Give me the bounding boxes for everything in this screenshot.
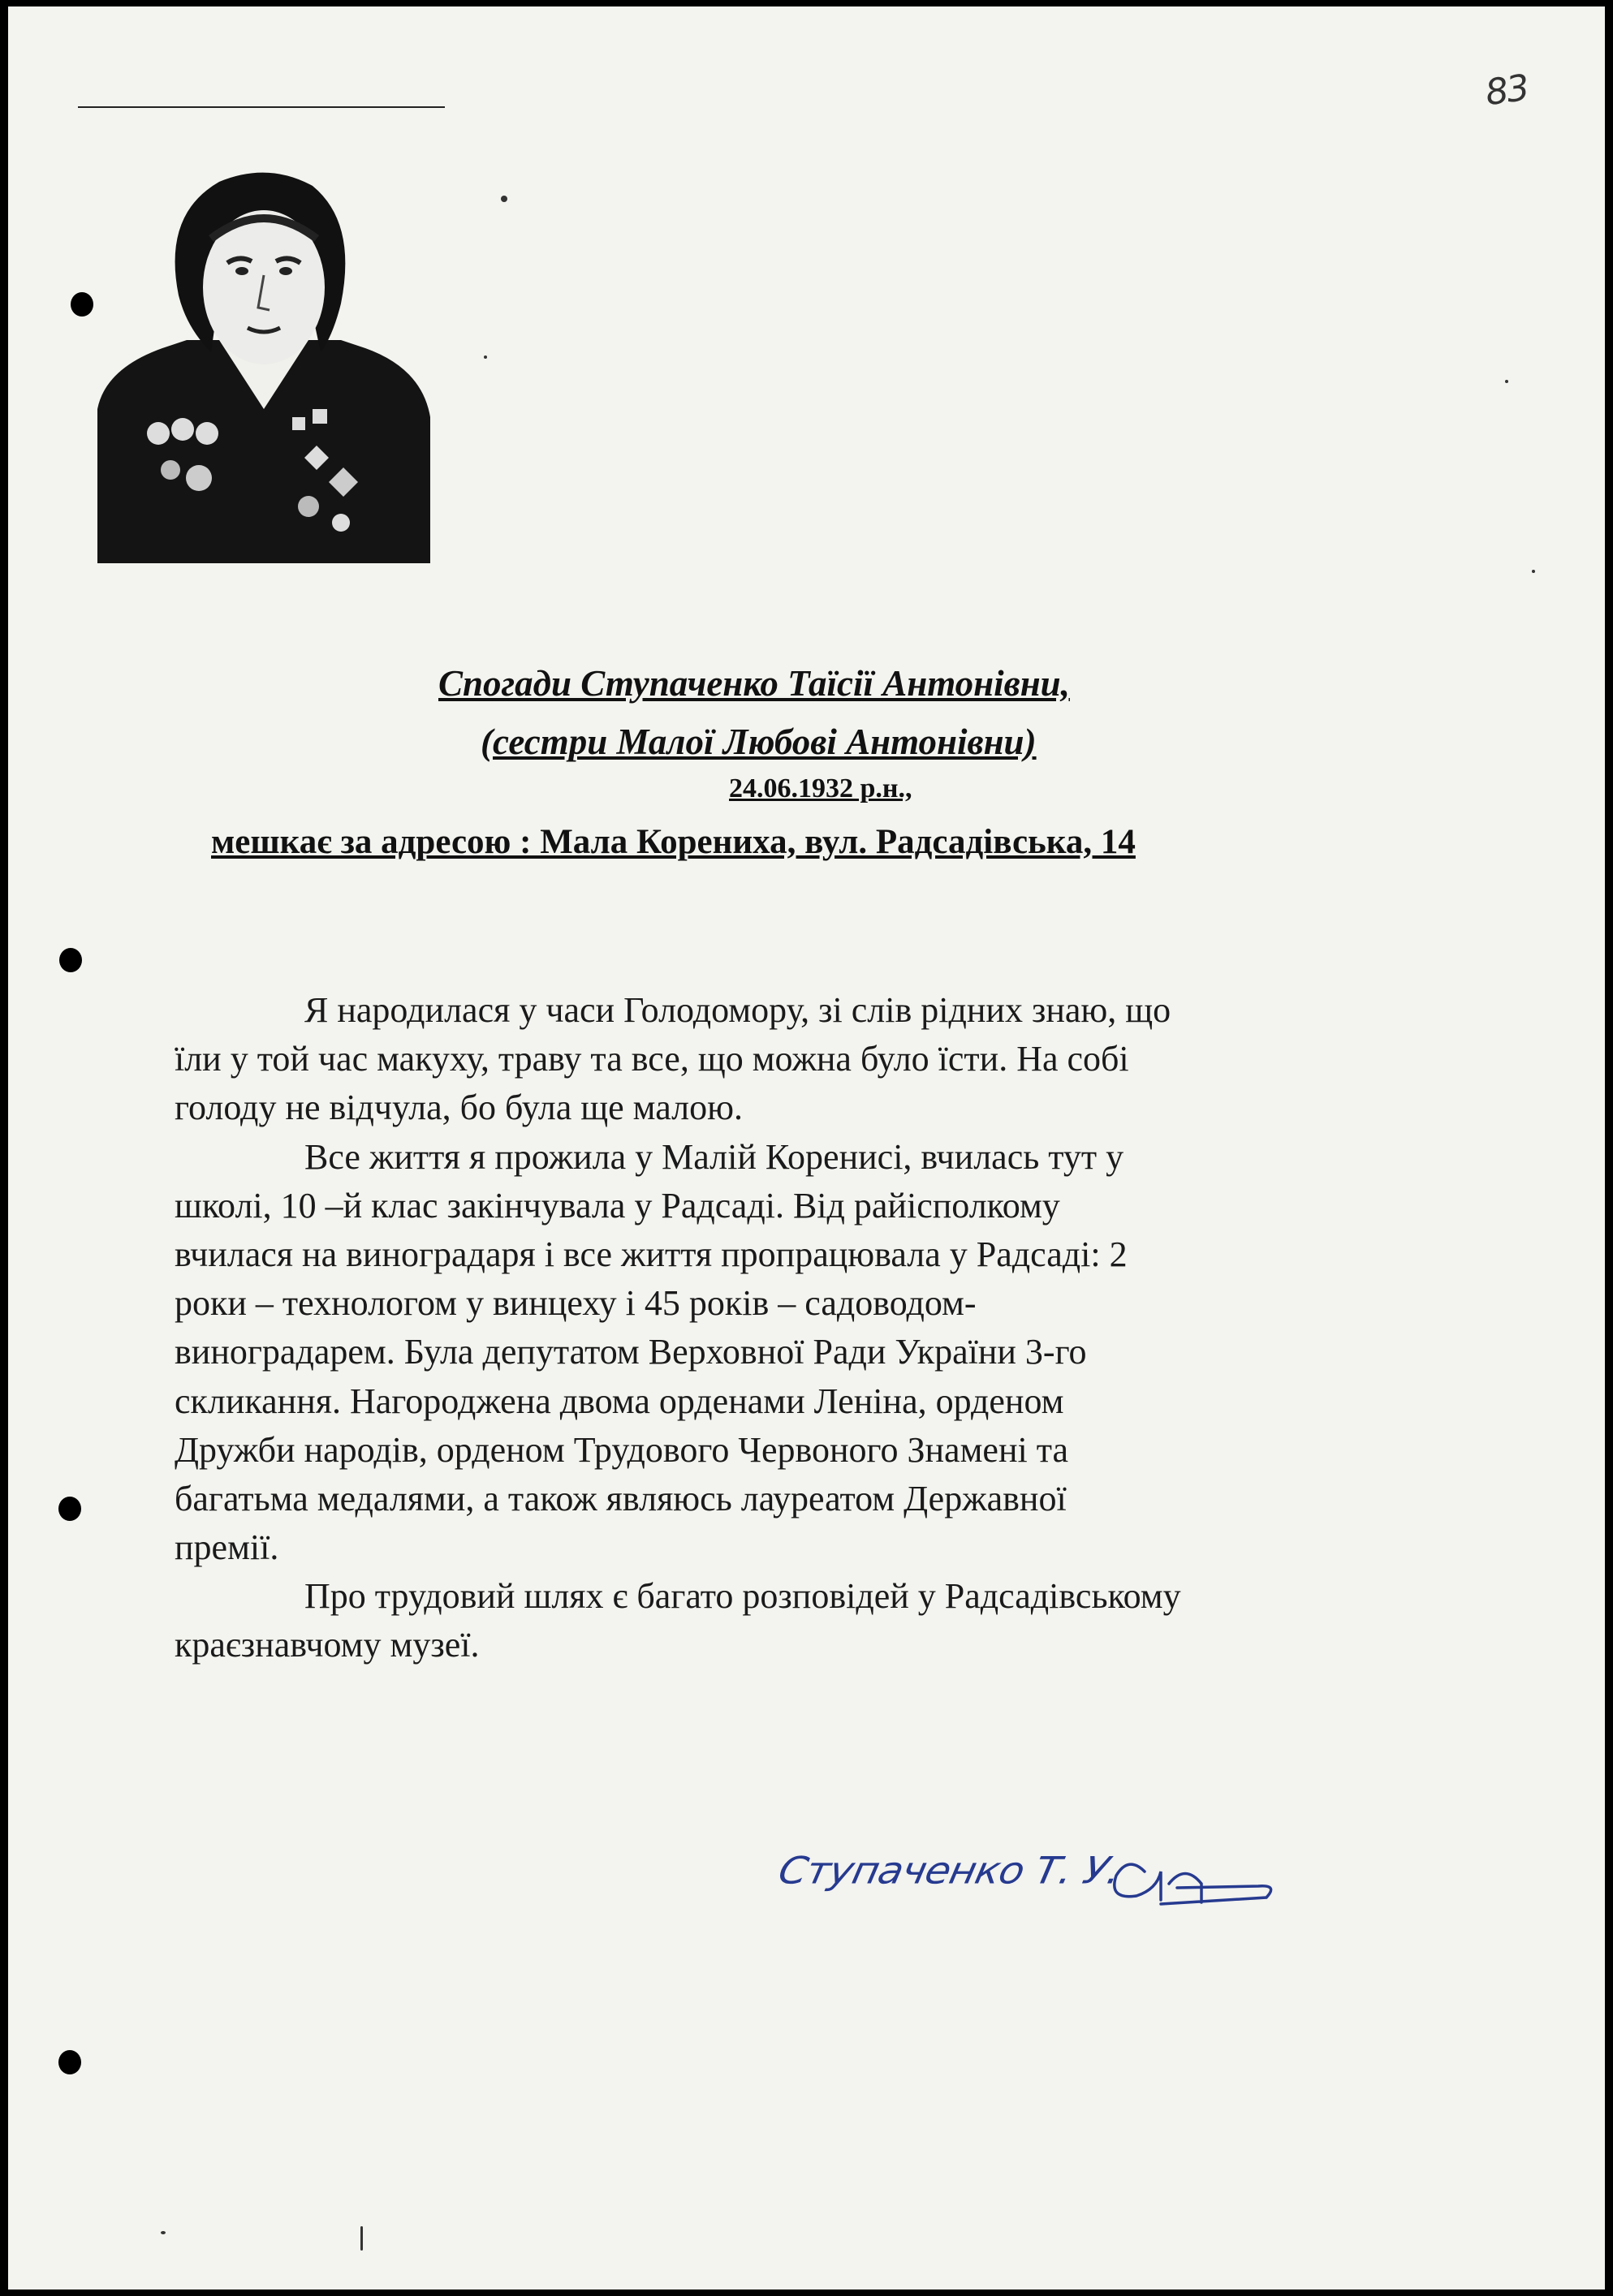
body-line: школі, 10 –й клас закінчувала у Радсаді. Від райісполкому xyxy=(175,1185,1060,1226)
body-line: виноградарем. Була депутатом Верховної Ради України 3-го xyxy=(175,1332,1087,1372)
speck xyxy=(1532,570,1535,573)
memoir-body xyxy=(175,986,1522,1670)
body-line: Дружби народів, орденом Трудового Червоного Знамені та xyxy=(175,1429,1069,1470)
punch-hole xyxy=(71,292,93,317)
page-number: 83 xyxy=(1482,67,1531,114)
speck xyxy=(501,196,507,202)
punch-hole xyxy=(58,1497,81,1521)
heading-subtitle: (сестри Малої Любові Антонівни) xyxy=(481,722,1037,762)
body-line: краєзнавчому музеї. xyxy=(175,1625,480,1665)
punch-hole xyxy=(58,2050,81,2074)
signature-scribble xyxy=(779,1839,1299,1928)
document-page xyxy=(8,6,1605,2290)
speck xyxy=(360,2226,363,2251)
speck xyxy=(161,2231,166,2234)
body-line: їли у той час макуху, траву та все, що можна було їсти. На собі xyxy=(175,1039,1129,1079)
body-line: Про трудовий шлях є багато розповідей у Радсадівському xyxy=(304,1576,1181,1617)
heading-title: Спогади Ступаченко Таїсії Антонівни, xyxy=(438,663,1070,704)
speck xyxy=(1505,380,1508,383)
body-line: скликання. Нагороджена двома орденами Леніна, орденом xyxy=(175,1381,1064,1421)
address-line: мешкає за адресою : Мала Корениха, вул. Радсадівська, 14 xyxy=(211,823,1136,861)
signature-text: Ступаченко Т. У. xyxy=(774,1849,1124,1893)
body-line: Я народилася у часи Голодомору, зі слів рідних знаю, що xyxy=(304,990,1171,1030)
body-line: багатьма медалями, а також являюсь лауреатом Державної xyxy=(175,1478,1067,1518)
birth-date: 24.06.1932 р.н., xyxy=(729,773,912,803)
speck xyxy=(484,355,487,359)
body-line: Все життя я прожила у Малій Коренисі, вчилась тут у xyxy=(304,1136,1124,1177)
body-line: голоду не відчула, бо була ще малою. xyxy=(175,1088,743,1128)
body-line: премії. xyxy=(175,1527,279,1568)
punch-hole xyxy=(59,948,82,972)
signature xyxy=(774,1839,1299,1928)
body-line: роки – технологом у винцеху і 45 років – садоводом- xyxy=(175,1283,977,1324)
portrait-photo xyxy=(97,166,430,563)
top-rule xyxy=(78,106,445,108)
body-line: вчилася на виноградаря і все життя пропрацювала у Радсаді: 2 xyxy=(175,1234,1128,1274)
